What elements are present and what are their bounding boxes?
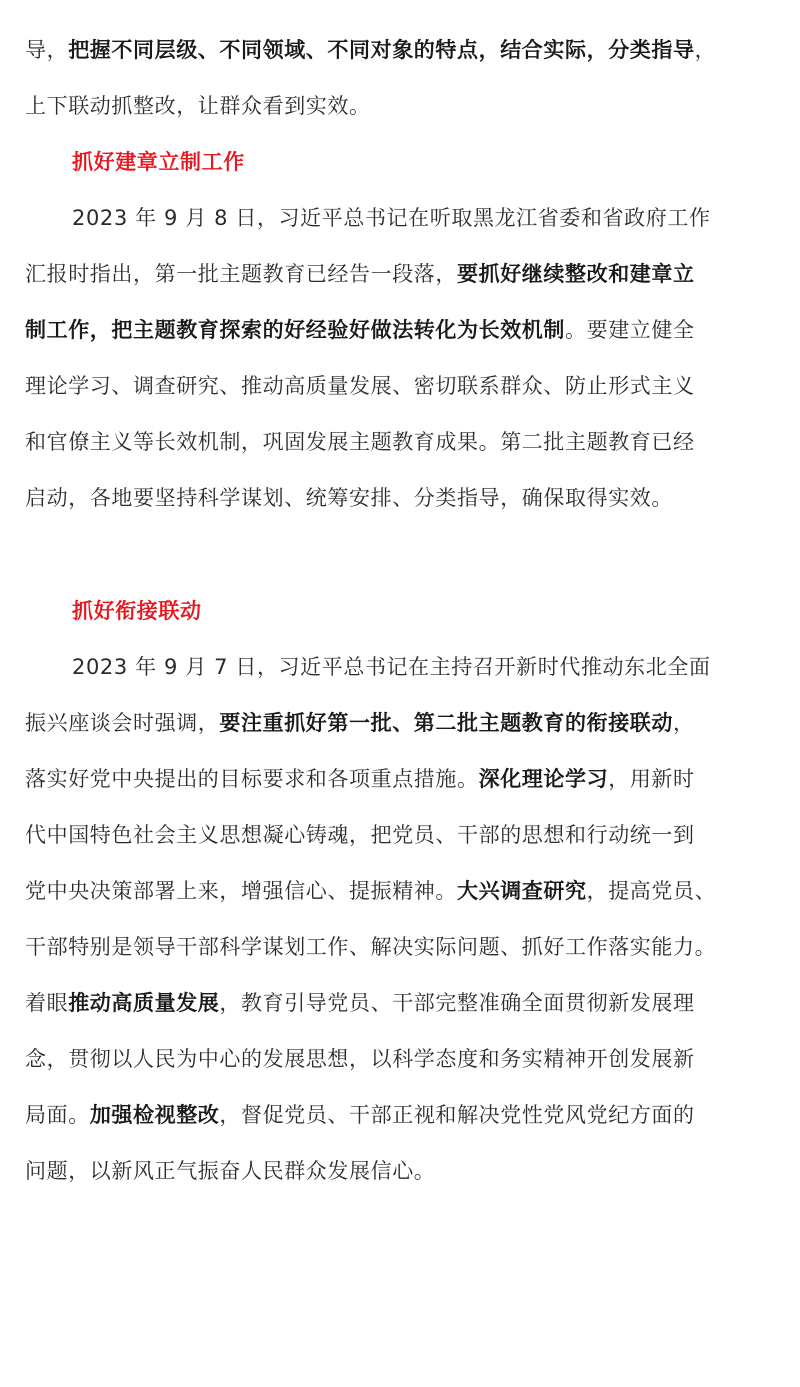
section2-line-8: 念，贯彻以人民为中心的发展思想，以科学态度和务实精神开创发展新	[25, 1047, 695, 1071]
text-span: ，	[694, 38, 717, 62]
section2-line-6: 干部特别是领导干部科学谋划工作、解决实际问题、抓好工作落实能力。	[25, 935, 717, 959]
bold-text: 大兴调查研究	[457, 879, 587, 903]
bold-text: 制工作，把主题教育探索的好经验好做法转化为长效机制	[25, 318, 565, 342]
text-span: 汇报时指出，第一批主题教育已经告一段落，	[25, 262, 457, 286]
section1-line-3	[25, 315, 695, 345]
text-span: 。要建立健全	[565, 318, 695, 342]
bold-text: 把握不同层级、不同领域、不同对象的特点，结合实际，分类指导	[68, 38, 695, 62]
section2-line-7	[25, 988, 695, 1018]
text-span: ，用新时	[608, 767, 695, 791]
text-span: 落实好党中央提出的目标要求和各项重点措施。	[25, 767, 479, 791]
section1-line-2	[25, 259, 695, 289]
section2-line-9	[25, 1100, 695, 1130]
text-span: 振兴座谈会时强调，	[25, 711, 220, 735]
section1-line-5: 和官僚主义等长效机制，巩固发展主题教育成果。第二批主题教育已经	[25, 430, 695, 454]
section2-line-3	[25, 764, 695, 794]
section1-line-6: 启动，各地要坚持科学谋划、统筹安排、分类指导，确保取得实效。	[25, 486, 673, 510]
section2-line-5	[25, 876, 716, 906]
text-span: 着眼	[25, 991, 69, 1015]
section2-line-2	[25, 708, 695, 738]
section2-line-10: 问题，以新风正气振奋人民群众发展信心。	[25, 1159, 436, 1183]
bold-text: 推动高质量发展	[68, 991, 220, 1015]
section1-line-1: 2023 年 9 月 8 日，习近平总书记在听取黑龙江省委和省政府工作	[72, 206, 711, 230]
text-span: 局面。	[25, 1103, 90, 1127]
section1-line-4: 理论学习、调查研究、推动高质量发展、密切联系群众、防止形式主义	[25, 374, 695, 398]
text-span: ，	[673, 711, 695, 735]
section2-line-1: 2023 年 9 月 7 日，习近平总书记在主持召开新时代推动东北全面	[72, 655, 711, 679]
section-heading-rules: 抓好建章立制工作	[72, 150, 245, 174]
bold-text: 要抓好继续整改和建章立	[457, 262, 695, 286]
section2-line-4: 代中国特色社会主义思想凝心铸魂，把党员、干部的思想和行动统一到	[25, 823, 695, 847]
paragraph-intro-line-1	[25, 35, 716, 65]
text-span: ，教育引导党员、干部完整准确全面贯彻新发展理	[219, 991, 695, 1015]
bold-text: 要注重抓好第一批、第二批主题教育的衔接联动	[219, 711, 674, 735]
text-span: ，督促党员、干部正视和解决党性党风党纪方面的	[219, 1103, 695, 1127]
paragraph-intro-line-2: 上下联动抓整改，让群众看到实效。	[25, 94, 371, 118]
bold-text: 深化理论学习	[478, 767, 609, 791]
section-heading-linkage: 抓好衔接联动	[72, 599, 202, 623]
bold-text: 加强检视整改	[89, 1103, 220, 1127]
text-span: 导，	[25, 38, 69, 62]
text-span: 党中央决策部署上来，增强信心、提振精神。	[25, 879, 457, 903]
text-span: ，提高党员、	[586, 879, 717, 903]
